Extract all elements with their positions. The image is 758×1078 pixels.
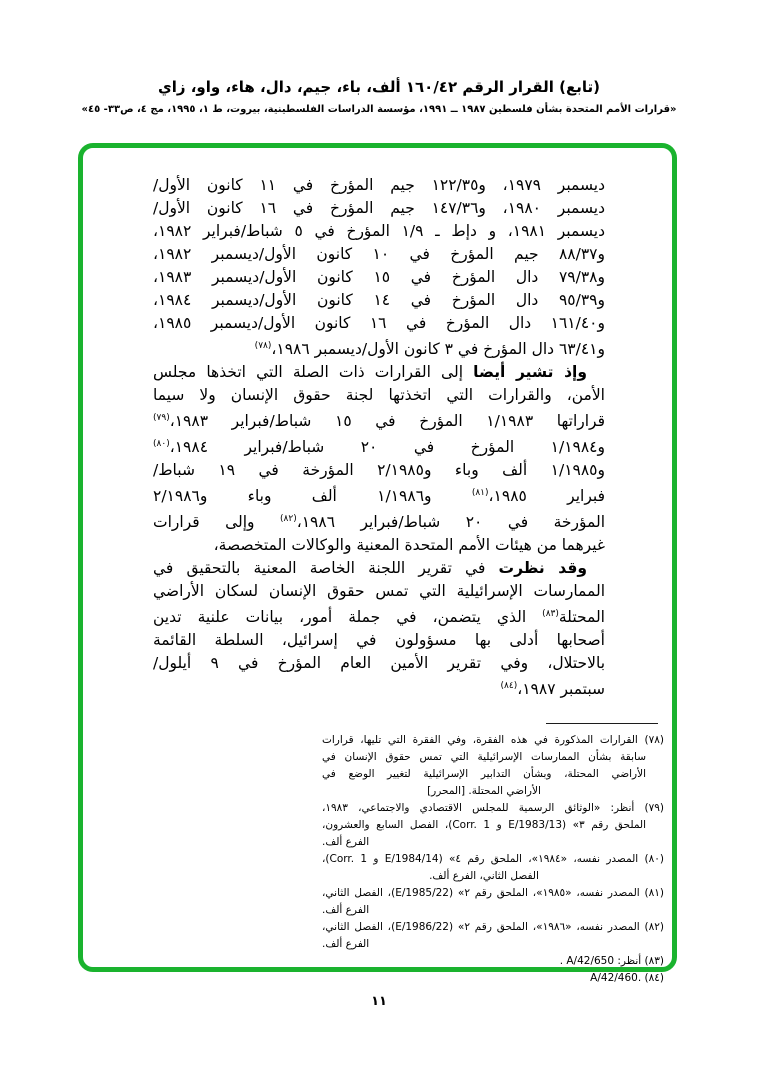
footnote-line bbox=[322, 732, 664, 749]
text-run: و١/١٩٨٥ ألف وباء و٢/١٩٨٥ المؤرخة في ١٩ شباط/ bbox=[153, 461, 605, 479]
footnote-line bbox=[322, 851, 664, 868]
text-run: و٧٩/٣٨ دال المؤرخ في ١٥ كانون الأول/ديسمبر ١٩٨٣، bbox=[153, 268, 606, 286]
text-run: الأمن، والقرارات التي اتخذتها لجنة حقوق الإنسان ولا سيما bbox=[153, 386, 605, 404]
body-line bbox=[153, 174, 605, 197]
footnote-text: المصدر نفسه، «١٩٨٤»، الملحق رقم ٤» (E/1984/14 و Corr. 1)، bbox=[322, 853, 639, 865]
body-line bbox=[153, 534, 605, 557]
body-line bbox=[153, 603, 605, 629]
footnote-line bbox=[322, 834, 664, 851]
footnote-text: الفرع ألف. bbox=[322, 836, 370, 848]
body-line bbox=[153, 580, 605, 603]
body-line bbox=[153, 197, 605, 220]
footnote-line bbox=[322, 783, 664, 800]
resolution-text-box bbox=[78, 143, 677, 984]
text-run: و١/١٩٨٦ ألف وباء و٢/١٩٨٦ bbox=[153, 487, 472, 505]
body-line bbox=[153, 407, 605, 433]
document-source-line: «قرارات الأمم المتحدة بشأن فلسطين ١٩٨٧ ــ ١٩٩١، مؤسسة الدراسات الفلسطينية، بيروت، ط ١، ١٩٩٥، مج ٤، ص٣٣- ٤٥» bbox=[81, 104, 677, 115]
text-run: إلى القرارات ذات الصلة التي اتخذها مجلس bbox=[153, 363, 474, 381]
footnote-text: الفرع ألف. bbox=[322, 904, 370, 916]
footnote-text: الأراضي المحتلة، وبشأن التدابير الإسرائيلية لتغيير الوضع في bbox=[322, 768, 646, 780]
body-line bbox=[153, 482, 605, 508]
body-line bbox=[153, 335, 605, 361]
footnote-text: سابقة بشأن الممارسات الإسرائيلية التي تمس حقوق الإنسان في bbox=[322, 751, 646, 763]
footnote-line bbox=[322, 800, 664, 817]
footnote-line bbox=[322, 970, 664, 987]
page-number: ١١ bbox=[371, 994, 387, 1009]
text-run: في تقرير اللجنة الخاصة المعنية بالتحقيق في bbox=[153, 559, 499, 577]
body-line bbox=[153, 433, 605, 459]
text-run: المحتلة bbox=[558, 608, 605, 626]
text-run: فبراير ١٩٨٥، bbox=[488, 487, 605, 505]
footnote-marker: (٨٠) bbox=[638, 853, 665, 865]
footnote-text: الأراضي المحتلة. [المحرر] bbox=[427, 785, 541, 797]
footnote-ref: (٨٤) bbox=[500, 681, 518, 691]
text-run: ديسمبر ١٩٧٩، و١٢٢/٣٥ جيم المؤرخ في ١١ كانون الأول/ bbox=[153, 176, 605, 194]
footnote-line bbox=[322, 902, 664, 919]
footnote-marker: (٨٤) bbox=[641, 972, 664, 984]
footnote-item bbox=[322, 800, 664, 851]
body-paragraph bbox=[153, 557, 605, 701]
page-header bbox=[0, 0, 758, 117]
text-run: الذي يتضمن، في جملة أمور، بيانات علنية تدين bbox=[153, 608, 543, 626]
text-run: و٦٣/٤١ دال المؤرخ في ٣ كانون الأول/ديسمبر ١٩٨٦، bbox=[271, 340, 605, 358]
footnote-marker: (٧٨) bbox=[637, 734, 665, 746]
footnote-text: الفصل الثاني، الفرع ألف. bbox=[429, 870, 539, 882]
text-run: سبتمبر ١٩٨٧، bbox=[517, 680, 605, 698]
footnote-ref: (٨٢) bbox=[280, 514, 297, 524]
body-line bbox=[153, 289, 605, 312]
body-line bbox=[153, 243, 605, 266]
footnote-marker: (٨٣) bbox=[641, 955, 664, 967]
text-run: وإذ تشير أيضا bbox=[473, 363, 587, 381]
footnote-ref: (٧٨) bbox=[254, 341, 272, 351]
body-paragraph bbox=[153, 361, 605, 557]
footnote-line bbox=[322, 885, 664, 902]
resolution-body bbox=[153, 174, 605, 701]
text-run: و١٦١/٤٠ دال المؤرخ في ١٦ كانون الأول/ديسمبر ١٩٨٥، bbox=[153, 314, 605, 332]
body-line bbox=[153, 557, 605, 580]
text-run: و٨٨/٣٧ جيم المؤرخ في ١٠ كانون الأول/ديسمبر ١٩٨٢، bbox=[153, 245, 605, 263]
text-run: غيرهما من هيئات الأمم المتحدة المعنية والوكالات المتخصصة، bbox=[213, 536, 605, 554]
footnote-ref: (٨٣) bbox=[542, 609, 559, 619]
text-run: وقد نظرت bbox=[498, 559, 587, 577]
body-line bbox=[153, 384, 605, 407]
footnote-item bbox=[322, 953, 664, 970]
text-run: بالاحتلال، وفي تقرير الأمين العام المؤرخ في ٩ أيلول/ bbox=[153, 654, 606, 672]
footnote-line bbox=[322, 766, 664, 783]
footnote-line bbox=[322, 817, 664, 834]
footnote-list bbox=[322, 732, 664, 987]
body-paragraph bbox=[153, 174, 605, 361]
footnote-item bbox=[322, 885, 664, 919]
footnote-text: أنظر: «الوثائق الرسمية للمجلس الاقتصادي والاجتماعي، ١٩٨٣، bbox=[322, 802, 635, 814]
footnote-line bbox=[322, 919, 664, 936]
body-line bbox=[153, 675, 605, 701]
text-run: ديسمبر ١٩٨١، و دإط ـ ١/٩ المؤرخ في ٥ شباط/فبراير ١٩٨٢، bbox=[153, 222, 605, 240]
footnote-item bbox=[322, 732, 664, 800]
text-run: قراراتها ١/١٩٨٣ المؤرخ في ١٥ شباط/فبراير ١٩٨٣، bbox=[169, 412, 606, 430]
footnote-text: A/42/460.‎ bbox=[590, 972, 642, 984]
footnote-marker: (٧٩) bbox=[634, 802, 665, 814]
body-line bbox=[153, 459, 605, 482]
body-line bbox=[153, 508, 605, 534]
footnote-marker: (٨٢) bbox=[639, 921, 665, 933]
body-line bbox=[153, 312, 605, 335]
text-run: و١/١٩٨٤ المؤرخ في ٢٠ شباط/فبراير ١٩٨٤، bbox=[169, 438, 605, 456]
footnote-text: الملحق رقم ٣» (E/1983/13 و Corr. 1)، الفصل السابع والعشرون، bbox=[322, 819, 646, 831]
document-title: (تابع) القرار الرقم ١٦٠/٤٢ ألف، باء، جيم، دال، هاء، واو، زاي bbox=[157, 78, 601, 96]
footnote-text: الفرع ألف. bbox=[322, 938, 370, 950]
text-run: أصحابها أدلى بها مسؤولون في إسرائيل، السلطة القائمة bbox=[153, 631, 605, 649]
footnote-item bbox=[322, 919, 664, 953]
text-run: الممارسات الإسرائيلية التي تمس حقوق الإنسان لسكان الأراضي bbox=[153, 582, 605, 600]
body-line bbox=[153, 361, 605, 384]
body-line bbox=[153, 629, 605, 652]
footnote-text: المصدر نفسه، «١٩٨٦»، الملحق رقم ٢» (E/1986/22)، الفصل الثاني، bbox=[322, 921, 640, 933]
text-run: و٩٥/٣٩ دال المؤرخ في ١٤ كانون الأول/ديسمبر ١٩٨٤، bbox=[153, 291, 606, 309]
footnote-line bbox=[322, 953, 664, 970]
text-run: وإلى قرارات bbox=[153, 513, 281, 531]
body-line bbox=[153, 266, 605, 289]
footnote-item bbox=[322, 851, 664, 885]
footnote-line bbox=[322, 936, 664, 953]
footnote-item bbox=[322, 970, 664, 987]
text-run: ديسمبر ١٩٨٠، و١٤٧/٣٦ جيم المؤرخ في ١٦ كانون الأول/ bbox=[153, 199, 605, 217]
footnote-separator bbox=[546, 723, 658, 724]
footnote-marker: (٨١) bbox=[639, 887, 665, 899]
footnote-line bbox=[322, 868, 664, 885]
footnote-text: المصدر نفسه، «١٩٨٥»، الملحق رقم ٢» (E/1985/22)، الفصل الثاني، bbox=[322, 887, 640, 899]
footnote-ref: (٨٠) bbox=[153, 439, 170, 449]
footnote-text: القرارات المذكورة في هذه الفقرة، وفي الفقرة التي تليها، قرارات bbox=[322, 734, 638, 746]
body-line bbox=[153, 220, 605, 243]
body-line bbox=[153, 652, 605, 675]
footnote-line bbox=[322, 749, 664, 766]
footnote-ref: (٨١) bbox=[471, 488, 489, 498]
text-run: المؤرخة في ٢٠ شباط/فبراير ١٩٨٦، bbox=[296, 513, 605, 531]
footnote-text: أنظر: A/42/650 . bbox=[559, 955, 642, 967]
footnote-ref: (٧٩) bbox=[153, 413, 170, 423]
